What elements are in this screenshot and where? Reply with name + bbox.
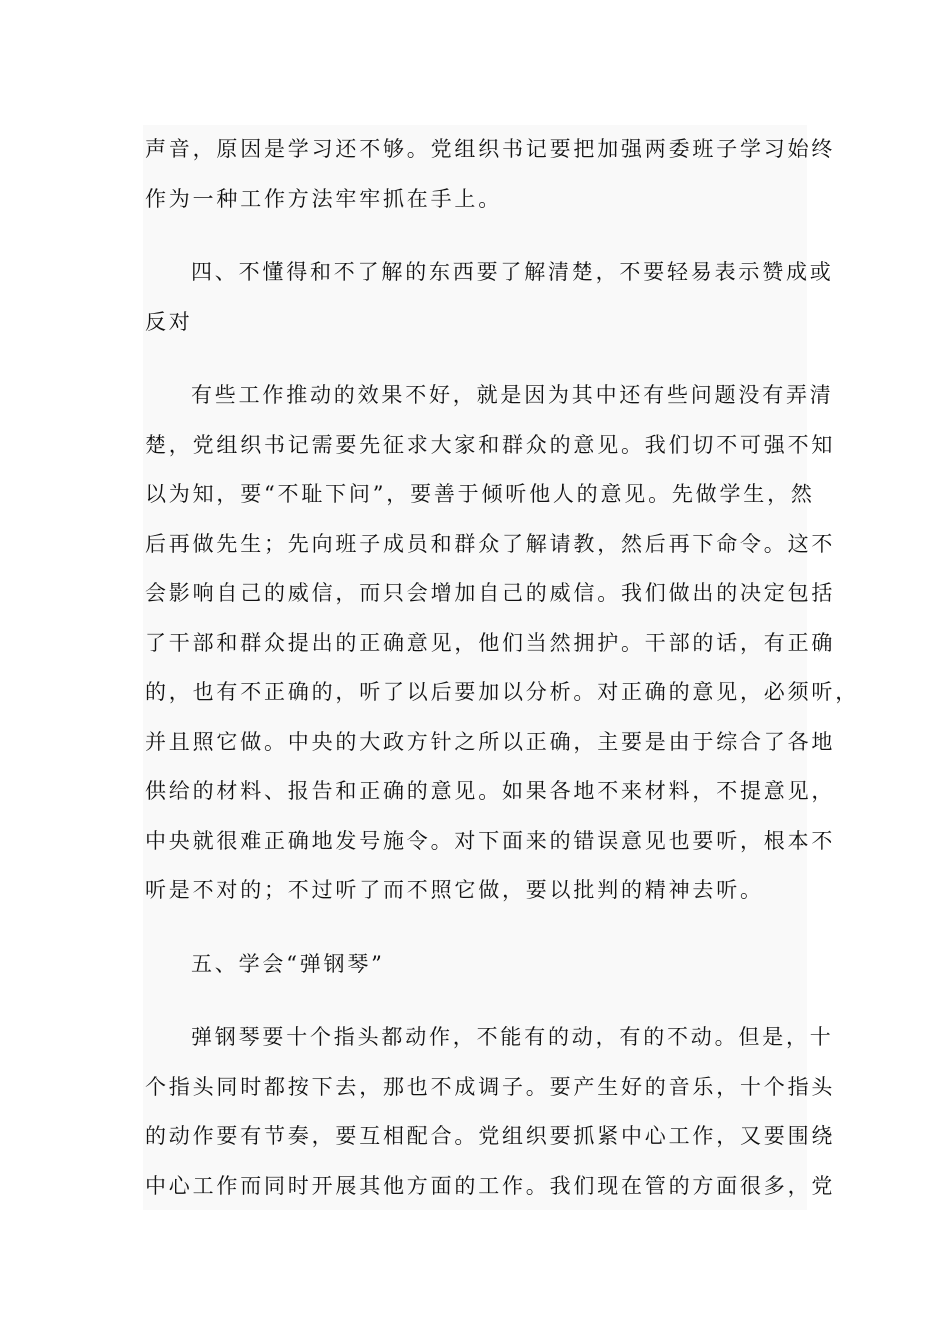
text-line: 声音，原因是学习还不够。党组织书记要把加强两委班子学习始终 [145,137,836,161]
text-line: 听是不对的；不过听了而不照它做，要以批判的精神去听。 [145,878,764,902]
text-line: 中心工作而同时开展其他方面的工作。我们现在管的方面很多，党 [145,1173,836,1198]
section-heading-4 [145,248,834,347]
text-line: 并且照它做。中央的大政方针之所以正确，主要是由于综合了各地 [145,729,836,754]
document-body [145,125,859,1211]
text-line: 供给的材料、报告和正确的意见。如果各地不来材料，不提意见， [145,779,836,803]
text-line: 中央就很难正确地发号施令。对下面来的错误意见也要听，根本不 [145,828,836,853]
text-line: 会影响自己的威信，而只会增加自己的威信。我们做出的决定包括 [145,581,836,605]
text-line: 的，也有不正确的，听了以后要加以分析。对正确的意见，必须听， [145,680,859,704]
text-line: 个指头同时都按下去，那也不成调子。要产生好的音乐，十个指头 [145,1074,836,1099]
text-line: 作为一种工作方法牢牢抓在手上。 [145,186,502,211]
paragraph-section-4 [145,371,859,916]
text-line: 了干部和群众提出的正确意见，他们当然拥护。干部的话，有正确 [145,630,836,655]
section-heading-5 [145,940,805,990]
heading-line: 反对 [145,309,193,334]
text-line: 楚，党组织书记需要先征求大家和群众的意见。我们切不可强不知 [145,432,836,457]
paragraph-section-5 [145,1013,836,1211]
paragraph-continued [145,125,836,224]
text-line: 有些工作推动的效果不好，就是因为其中还有些问题没有弄清 [191,383,834,407]
text-line: 弹钢琴要十个指头都动作，不能有的动，有的不动。但是，十 [191,1025,834,1049]
text-line: 的动作要有节奏，要互相配合。党组织要抓紧中心工作，又要围绕 [145,1124,836,1148]
text-line: 以为知，要“不耻下问”，要善于倾听他人的意见。先做学生，然 [145,482,815,506]
heading-line: 五、学会“弹钢琴” [191,951,385,976]
text-line: 后再做先生；先向班子成员和群众了解请教，然后再下命令。这不 [145,531,836,556]
heading-line: 四、不懂得和不了解的东西要了解清楚，不要轻易表示赞成或 [191,260,834,284]
